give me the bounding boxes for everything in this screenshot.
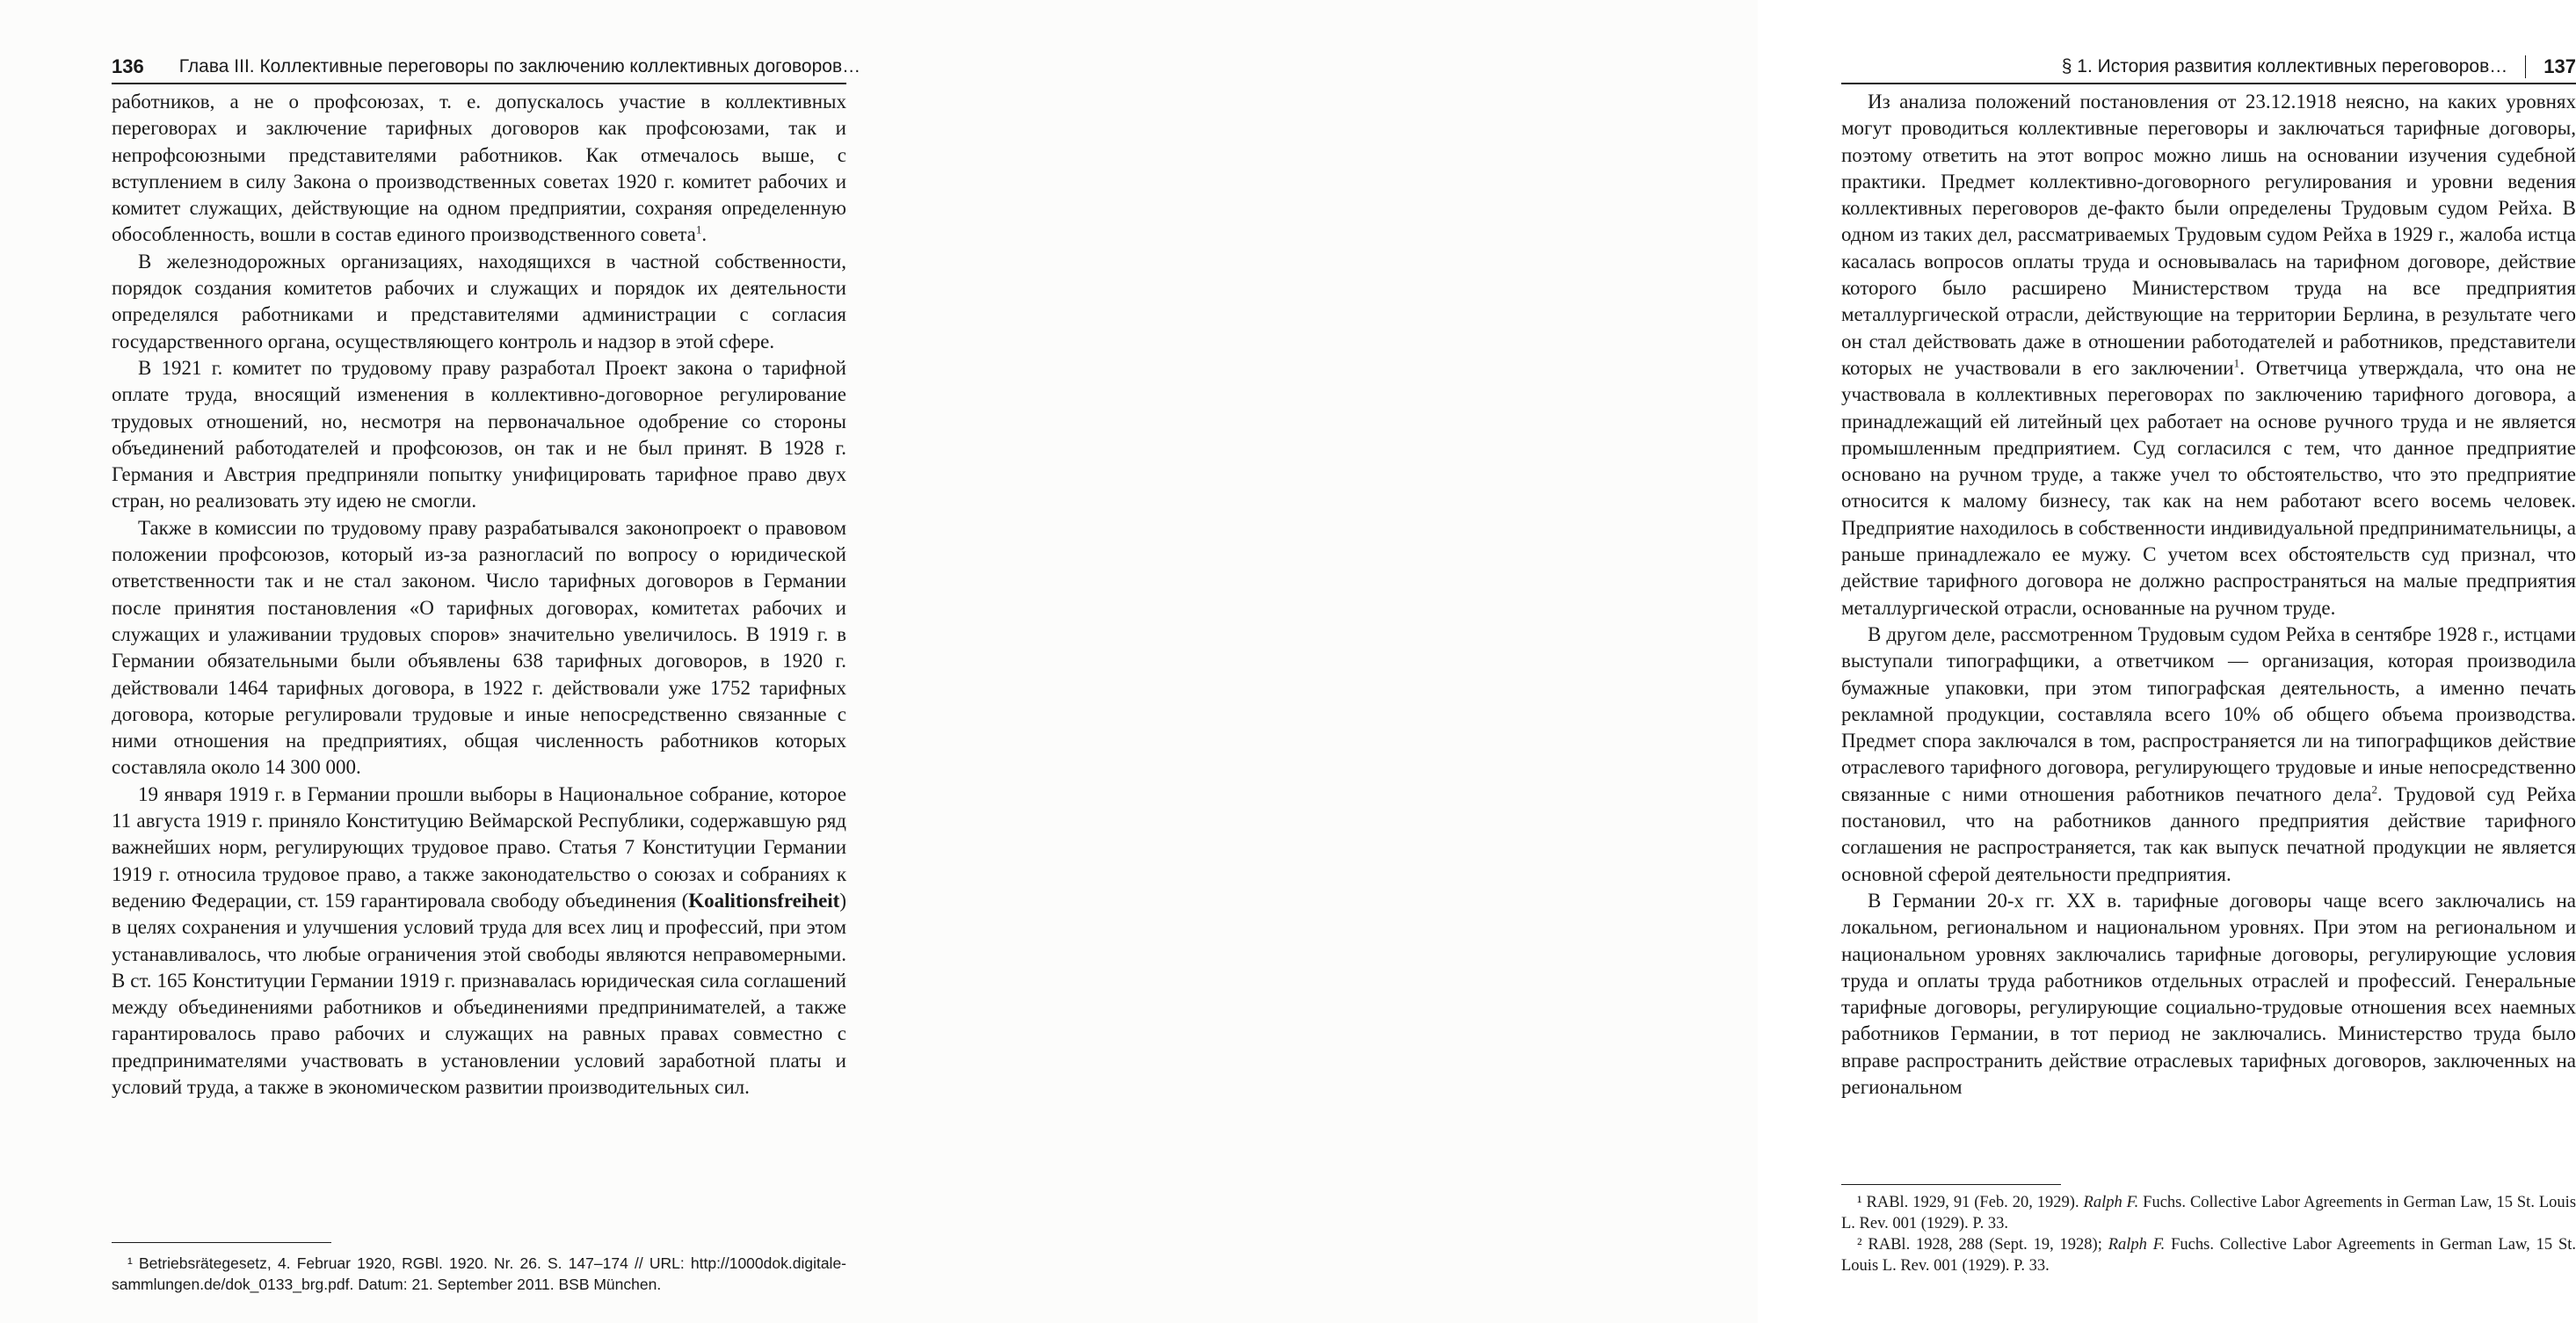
footnote-mark: 1 [695, 222, 702, 236]
right-footnotes [1841, 1192, 2576, 1276]
paragraph: В железнодорожных организациях, находящихся в частной собственности, порядок создания комитетов рабочих и служащих и порядок их деятельности определялся работниками и представителями администрации с согласия государственного органа, осуществляющего контроль и надзор в этой сфере. [112, 250, 846, 353]
footnote-author: Ralph F. [2083, 1194, 2139, 1211]
paragraph [112, 781, 846, 1101]
left-running-head: Глава III. Коллективные переговоры по заключению коллективных договоров… [178, 56, 861, 76]
right-header-rule [1841, 83, 2576, 84]
footnote: ¹ Betriebsrätegesetz, 4. Februar 1920, RGBl. 1920. Nr. 26. S. 147–174 // URL: http://1000dok.digitale-sammlungen.de/dok_0133_brg.pdf. Datum: 21. September 2011. BSB München. [112, 1254, 846, 1293]
footnote-text: RABl. 1929, 91 (Feb. 20, 1929). [1866, 1194, 2084, 1211]
paragraph [112, 89, 846, 249]
right-body-text [1841, 89, 2576, 1101]
right-page-number: 137 [2543, 55, 2576, 77]
right-page [879, 0, 2576, 1323]
footnote-author: Ralph F. [2108, 1236, 2166, 1254]
paragraph-text: 19 января 1919 г. в Германии прошли выборы в Национальное собрание, которое 11 августа 1919 г. приняло Конституцию Веймарской Республики, содержавшую ряд важнейших норм, регулирующих трудовое право. Статья 7 Конституции Германии 1919 г. относила трудовое право, а также законодательство о союзах и собраниях к ведению Федерации, ст. 159 гарантировала свободу объединения ( [112, 782, 846, 912]
paragraph: В Германии 20-х гг. XX в. тарифные договоры чаще всего заключались на локальном, региональном и национальном уровнях. При этом на региональном и национальном уровнях заключались тарифные договоры, регулирующие условия труда и оплаты труда работников отдельных отраслей и профессий. Генеральные тарифные договоры, регулирующие социально-трудовые отношения всех наемных работников Германии, в тот период не заключались. Министерство труда было вправе распространить действие отраслевых тарифных договоров, заключенных на региональном [1841, 889, 2576, 1098]
header-separator [2525, 55, 2526, 78]
bold-term: Koalitionsfreiheit [688, 889, 840, 912]
paragraph-text: . [701, 223, 707, 246]
footnote [1841, 1234, 2576, 1276]
left-header-rule [112, 83, 846, 84]
footnote-text: RABl. 1928, 288 (Sept. 19, 1928); [1868, 1236, 2108, 1254]
left-page-number: 136 [112, 55, 144, 77]
footnote-mark: 1 [2233, 356, 2240, 370]
paragraph [1841, 622, 2576, 888]
right-footnote-rule [1841, 1184, 2061, 1185]
left-footnotes [112, 1253, 846, 1295]
paragraph-text: работников, а не о профсоюзах, т. е. допускалось участие в коллективных переговорах и заключение тарифных договоров как профсоюзами, так и непрофсоюзными представителями работников. Как отмечалось выше, с вступлением в силу Закона о производственных советах 1920 г. комитет рабочих и комитет служащих, действующие на одном предприятии, сохраняя определенную обособленность, вошли в состав единого производственного совета [112, 91, 846, 246]
footnote-number: ² [1857, 1236, 1862, 1254]
paragraph-text: ) в целях сохранения и улучшения условий труда для всех лиц и профессий, при этом устанавливалось, что любые ограничения этой свободы являются неправомерными. В ст. 165 Конституции Германии 1919 г. признавалась юридическая сила соглашений между объединениями работников и объединениями предпринимателей, а также гарантировалось право рабочих и служащих на равных правах совместно с предпринимателями участвовать в установлении условий заработной платы и условий труда, а также в экономическом развитии производительных сил. [112, 889, 846, 1098]
paragraph: Также в комиссии по трудовому праву разрабатывался законопроект о правовом положении профсоюзов, который из-за разногласий по вопросу о юридической ответственности так и не стал законом. Число тарифных договоров в Германии после принятия постановления «О тарифных договорах, комитетах рабочих и служащих и улаживании трудовых споров» значительно увеличилось. В 1919 г. в Германии обязательными были объявлены 638 тарифных договоров, в 1920 г. действовали 1464 тарифных договора, в 1922 г. действовали уже 1752 тарифных договора, которые регулировали трудовые и иные непосредственно связанные с ними отношения на предприятиях, общая численность работников которых составляла около 14 300 000. [112, 516, 846, 779]
right-running-head: § 1. История развития коллективных переговоров… [2061, 56, 2508, 76]
paragraph-text: В другом деле, рассмотренном Трудовым судом Рейха в сентябре 1928 г., истцами выступали типографщики, а ответчиком — организация, которая производила бумажные упаковки, при этом типографская деятельность, а именно печать рекламной продукции, составляла всего 10% об общего объема производства. Предмет спора заключался в том, распространяется ли на типографщиков действие отраслевого тарифного договора, регулирующего трудовые и иные непосредственно связанные с ними отношения работников печатного дела [1841, 622, 2576, 805]
footnote-mark: 2 [2371, 782, 2377, 796]
footnote-text: Fuchs. Collective Labor Agreements in German Law, 15 St. Louis L. Rev. 001 (1929). P. 33. [1841, 1236, 2576, 1275]
right-running-header [1841, 49, 2576, 84]
footnote-number: ¹ [1857, 1194, 1862, 1211]
paragraph [1841, 89, 2576, 622]
left-body-text [112, 89, 846, 1101]
left-footnote-rule [112, 1242, 331, 1243]
footnote [1841, 1192, 2576, 1234]
left-page [0, 0, 879, 1323]
footnote-text: Fuchs. Collective Labor Agreements in German Law, 15 St. Louis L. Rev. 001 (1929). P. 33. [1841, 1194, 2576, 1232]
paragraph-text: Из анализа положений постановления от 23.12.1918 неясно, на каких уровнях могут проводиться коллективные переговоры и заключаться тарифные договоры, поэтому ответить на этот вопрос можно лишь на основании изучения судебной практики. Предмет коллективно-договорного регулирования и уровни ведения коллективных переговоров де-факто были определены Трудовым судом Рейха. В одном из таких дел, рассматриваемых Трудовым судом Рейха в 1929 г., жалоба истца касалась вопросов оплаты труда и основывалась на тарифном договоре, действие которого было расширено Министерством труда на все предприятия металлургической отрасли, действующие на территории Берлина, в результате чего он стал действовать даже в отношении работодателей и работников, представители которых не участвовали в его заключении [1841, 91, 2576, 379]
paragraph-text: . Трудовой суд Рейха постановил, что на работников данного предприятия действие тарифного соглашения не распространяется, так как выпуск печатной продукции не является основной сферой деятельности предприятия. [1841, 782, 2576, 885]
paragraph-text: . Ответчица утверждала, что она не участвовала в коллективных переговорах по заключению тарифного договора, а принадлежащий ей литейный цех работает на основе ручного труда и не является промышленным предприятием. Суд согласился с тем, что данное предприятие основано на ручном труде, а также учел то обстоятельство, что это предприятие относится к малому бизнесу, так как на нем работают всего восемь человек. Предприятие находилось в собственности индивидуальной предпринимательницы, а раньше принадлежало ее мужу. С учетом всех обстоятельств суд признал, что действие тарифного договора не должно распространяться на малые предприятия металлургической отрасли, основанные на ручном труде. [1841, 356, 2576, 619]
left-running-header [112, 49, 861, 84]
paragraph: В 1921 г. комитет по трудовому праву разработал Проект закона о тарифной оплате труда, вносящий изменения в коллективно-договорное регулирование трудовых отношений, но, несмотря на первоначальное одобрение со стороны объединений работодателей и профсоюзов, он так и не был принят. В 1928 г. Германия и Австрия предприняли попытку унифицировать тарифное право двух стран, но реализовать эту идею не смогли. [112, 356, 846, 512]
